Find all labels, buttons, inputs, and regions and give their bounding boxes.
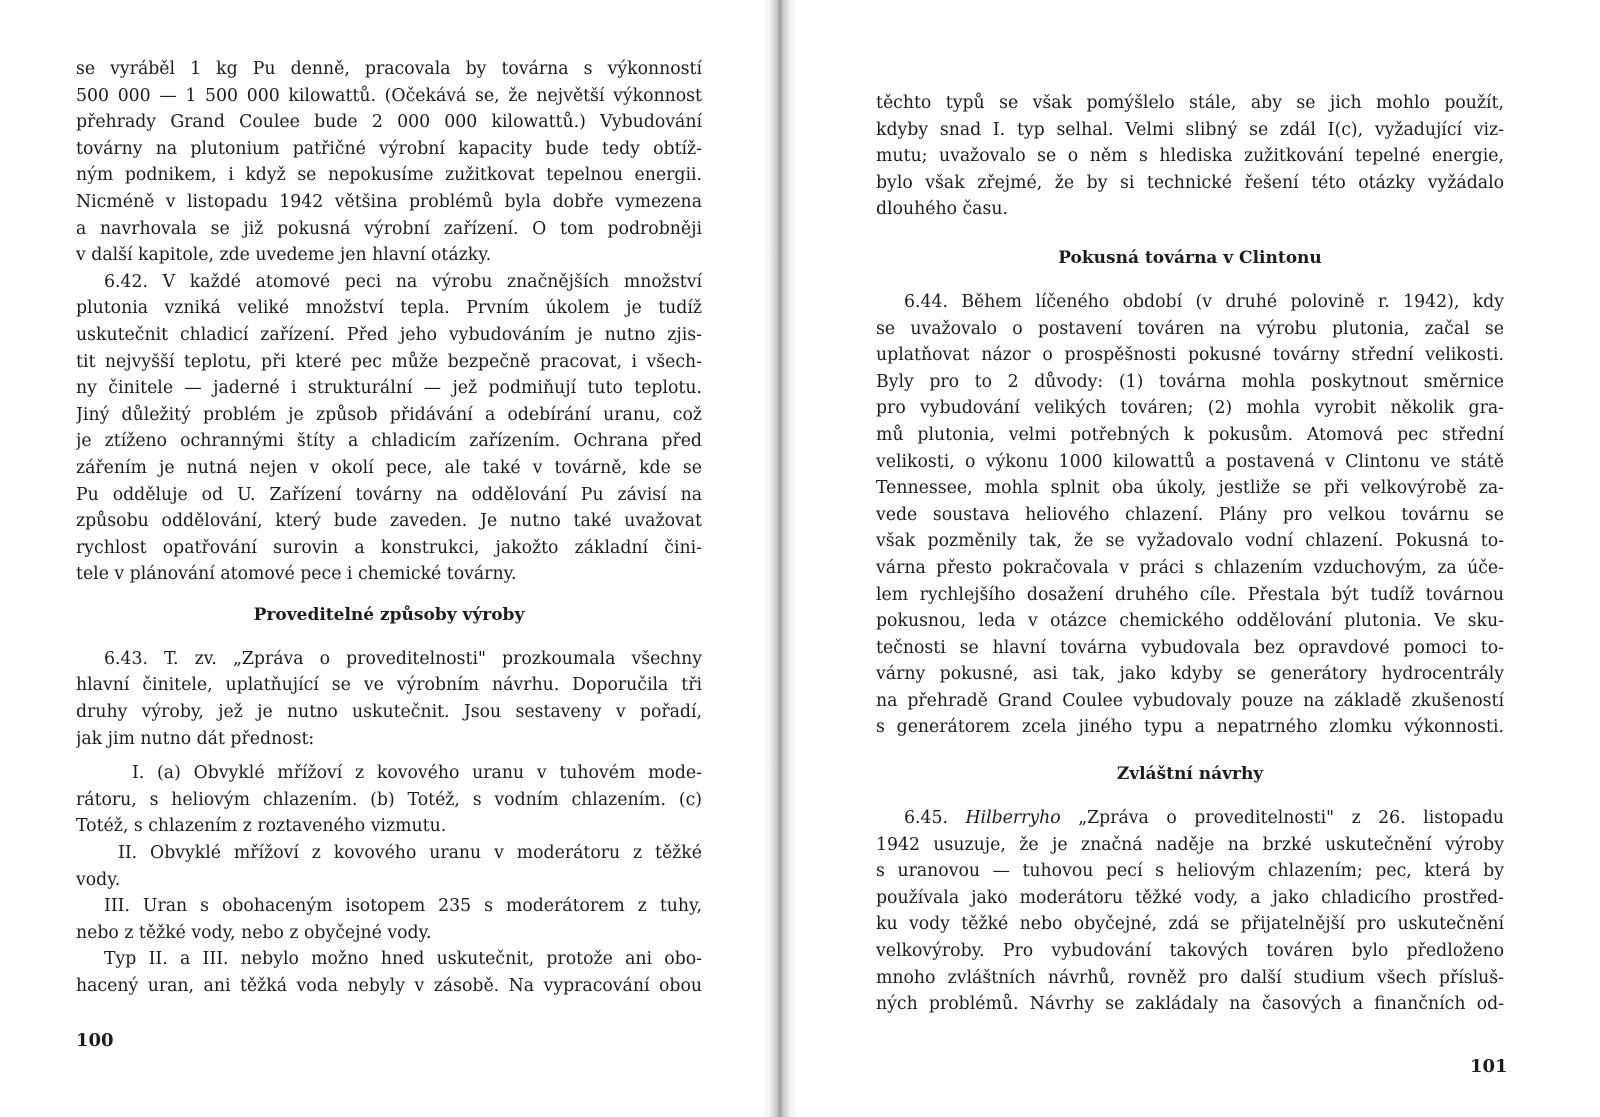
text-line: tit nejvyšší teplotu, při které pec může bezpečně pracovat, i všech- bbox=[76, 351, 702, 372]
text-line: uplatňovat názor o prospěšnosti pokusné továrny střední velikosti. bbox=[876, 345, 1504, 366]
text-line: 500 000 — 1 500 000 kilowattů. (Očekává se, že největší výkonnost bbox=[76, 85, 702, 106]
text-line: lem rychlejšího dosažení druhého cíle. Přestala být tudíž továrnou bbox=[876, 584, 1504, 605]
left-page-text bbox=[76, 56, 702, 1000]
list-item-type-2: II. Obvyklé mřížoví z kovového uranu v moderátoru z těžké bbox=[118, 843, 702, 864]
text-line: plutonia vzniká veliké množství tepla. Prvním úkolem je tudíž bbox=[76, 298, 702, 319]
text-line: se uvažovalo o postavení továren na výrobu plutonia, začal se bbox=[876, 318, 1504, 339]
text-line: 1942 usuzuje, že je značná naděje na brzké uskutečnění výroby bbox=[876, 834, 1504, 855]
text-fragment: „Zpráva o proveditelnosti" z 26. listopadu bbox=[1060, 808, 1504, 829]
text-line: ku vody těžké nebo obyčejné, zdá se přijatelnější pro uskutečnění bbox=[876, 914, 1504, 935]
text-line: s generátorem zcela jiného typu a nepatrného zlomku výkonnosti. bbox=[876, 717, 1504, 738]
text-line: bylo však zřejmé, že by si technické řešení této otázky vyžádalo bbox=[876, 172, 1504, 193]
section-heading-special-proposals: Zvláštní návrhy bbox=[1116, 764, 1264, 785]
text-line: Byly pro to 2 důvody: (1) továrna mohla poskytnout směrnice bbox=[876, 371, 1504, 392]
text-line: se vyráběl 1 kg Pu denně, pracovala by továrna s výkonností bbox=[76, 59, 702, 79]
text-line: však pozměnily tak, že se vyžadovalo vodní chlazení. Pokusná to- bbox=[876, 531, 1504, 552]
text-line: rátoru, s heliovým chlazením. (b) Totéž, s vodním chlazením. (c) bbox=[76, 789, 702, 810]
text-line: velikosti, o výkonu 1000 kilowattů a postavená v Clintonu ve státě bbox=[876, 451, 1504, 472]
text-line: továrny na plutonium patřičné výrobní kapacity bude tedy obtíž- bbox=[76, 138, 702, 159]
text-line: mů plutonia, velmi potřebných k pokusům. Atomová pec střední bbox=[876, 424, 1504, 445]
text-line: nebo z těžké vody, nebo z obyčejné vody. bbox=[76, 922, 432, 943]
page-number-right: 101 bbox=[1470, 1056, 1508, 1077]
text-line: na přehradě Grand Coulee vybudovaly pouze na základě zkušeností bbox=[876, 690, 1504, 711]
text-line: je ztíženo ochrannými štíty a chladicím zařízením. Ochrana před bbox=[76, 431, 702, 452]
text-line: zářením je nutná nejen v okolí pece, ale také v továrně, kde se bbox=[76, 457, 702, 478]
paragraph-number: 6.45. bbox=[904, 808, 966, 829]
text-line: vede soustava heliového chlazení. Plány pro velkou továrnu se bbox=[876, 504, 1504, 525]
text-line: várna přesto pokračovala v práci s chlazením vzduchovým, za úče- bbox=[876, 557, 1504, 578]
section-heading-feasible-methods: Proveditelné způsoby výroby bbox=[253, 604, 525, 625]
text-line: kdyby snad I. typ selhal. Velmi slibný se zdál I(c), vyžadující viz- bbox=[876, 119, 1504, 140]
text-line: hlavní činitele, uplatňující se ve výrobním návrhu. Doporučila tři bbox=[76, 675, 702, 696]
text-line: ny činitele — jaderné i strukturální — jež podmiňují tuto teplotu. bbox=[76, 378, 702, 399]
text-line: várny pokusné, asi tak, jako kdyby se generátory hydrocentrály bbox=[876, 664, 1504, 685]
text-line: Tennessee, mohla splnit oba úkoly, jestliže se při velkovýrobě za- bbox=[876, 478, 1504, 499]
text-line: Pu odděluje od U. Zařízení továrny na oddělování Pu závisí na bbox=[76, 484, 702, 505]
text-line: pokusnou, leda v otázce chemického oddělování plutonia. Ve sku- bbox=[876, 611, 1504, 632]
text-line: hacený uran, ani těžká voda nebyly v zásobě. Na vypracování obou bbox=[76, 976, 702, 996]
text-line: ným podnikem, i když se nepokusíme zužitkovat tepelnou energii. bbox=[76, 165, 702, 186]
text-line: dlouhého času. bbox=[876, 199, 1008, 220]
paragraph-types-start: Typ II. a III. nebylo možno hned uskutečnit, protože ani obo- bbox=[104, 949, 702, 970]
text-line: ných problémů. Návrhy se zakládaly na časových a finančních od- bbox=[876, 994, 1504, 1015]
right-page-text bbox=[876, 90, 1504, 1018]
text-line: uskutečnit chladicí zařízení. Před jeho vybudováním je nutno zjis- bbox=[76, 324, 702, 345]
text-line: rychlost opatřování surovin a konstrukci, jakožto základní čini- bbox=[76, 537, 702, 558]
text-line: pro vybudování velikých továren; (2) mohla vyrobit několik gra- bbox=[876, 398, 1504, 419]
paragraph-6-43-start: 6.43. T. zv. „Zpráva o proveditelnosti" prozkoumala všechny bbox=[104, 648, 702, 669]
text-line: a navrhovala se již pokusná výrobní zařízení. O tom podrobněji bbox=[76, 218, 702, 239]
text-line: používala jako moderátoru těžké vody, a jako chladicího prostřed- bbox=[876, 887, 1504, 908]
text-line: Jiný důležitý problém je způsob přidávání a odebírání uranu, což bbox=[76, 404, 702, 425]
list-item-type-1: I. (a) Obvyklé mřížoví z kovového uranu v tuhovém mode- bbox=[132, 763, 702, 784]
text-line: způsobu oddělování, který bude zaveden. Je nutno také uvažovat bbox=[76, 511, 702, 532]
section-heading-clinton-plant: Pokusná továrna v Clintonu bbox=[1058, 247, 1322, 268]
text-line: jak jim nutno dát přednost: bbox=[76, 728, 315, 749]
text-line: druhy výroby, jež je nutno uskutečnit. Jsou sestaveny v pořadí, bbox=[76, 702, 702, 723]
text-line: mnoho zvláštních návrhů, rovněž pro další studium všech přísluš- bbox=[876, 967, 1504, 988]
text-line: mutu; uvažovalo se o něm s hlediska zužitkování tepelné energie, bbox=[876, 146, 1504, 167]
text-line: těchto typů se však pomýšlelo stále, aby se jich mohlo použít, bbox=[876, 93, 1504, 113]
text-line: tele v plánování atomové pece i chemické továrny. bbox=[76, 564, 517, 585]
right-page bbox=[790, 0, 1600, 1117]
paragraph-6-44-start: 6.44. Během líčeného období (v druhé polovině r. 1942), kdy bbox=[904, 291, 1504, 312]
text-line: tečnosti se hlavní továrna vybudovala bez opravdové pomoci to- bbox=[876, 637, 1504, 658]
text-line: přehrady Grand Coulee bude 2 000 000 kilowattů.) Vybudování bbox=[76, 112, 702, 133]
paragraph-6-45-start bbox=[876, 805, 1504, 832]
page-number-left: 100 bbox=[76, 1030, 114, 1051]
list-item-type-3: III. Uran s obohaceným isotopem 235 s moderátorem z tuhy, bbox=[104, 896, 702, 917]
text-line: s uranovou — tuhovou pecí s heliovým chlazením; pec, která by bbox=[876, 861, 1504, 882]
author-name: Hilberryho bbox=[965, 808, 1061, 829]
text-line: Totéž, s chlazením z roztaveného vizmutu. bbox=[76, 816, 447, 837]
text-line: Nicméně v listopadu 1942 většina problémů byla dobře vymezena bbox=[76, 191, 702, 212]
paragraph-6-42-start: 6.42. V každé atomové peci na výrobu značnějších množství bbox=[104, 271, 702, 292]
text-line: v další kapitole, zde uvedeme jen hlavní otázky. bbox=[76, 245, 492, 266]
text-line: vody. bbox=[76, 869, 121, 890]
text-line: velkovýroby. Pro vybudování takových továren bylo předloženo bbox=[876, 941, 1504, 962]
left-page bbox=[0, 0, 790, 1117]
